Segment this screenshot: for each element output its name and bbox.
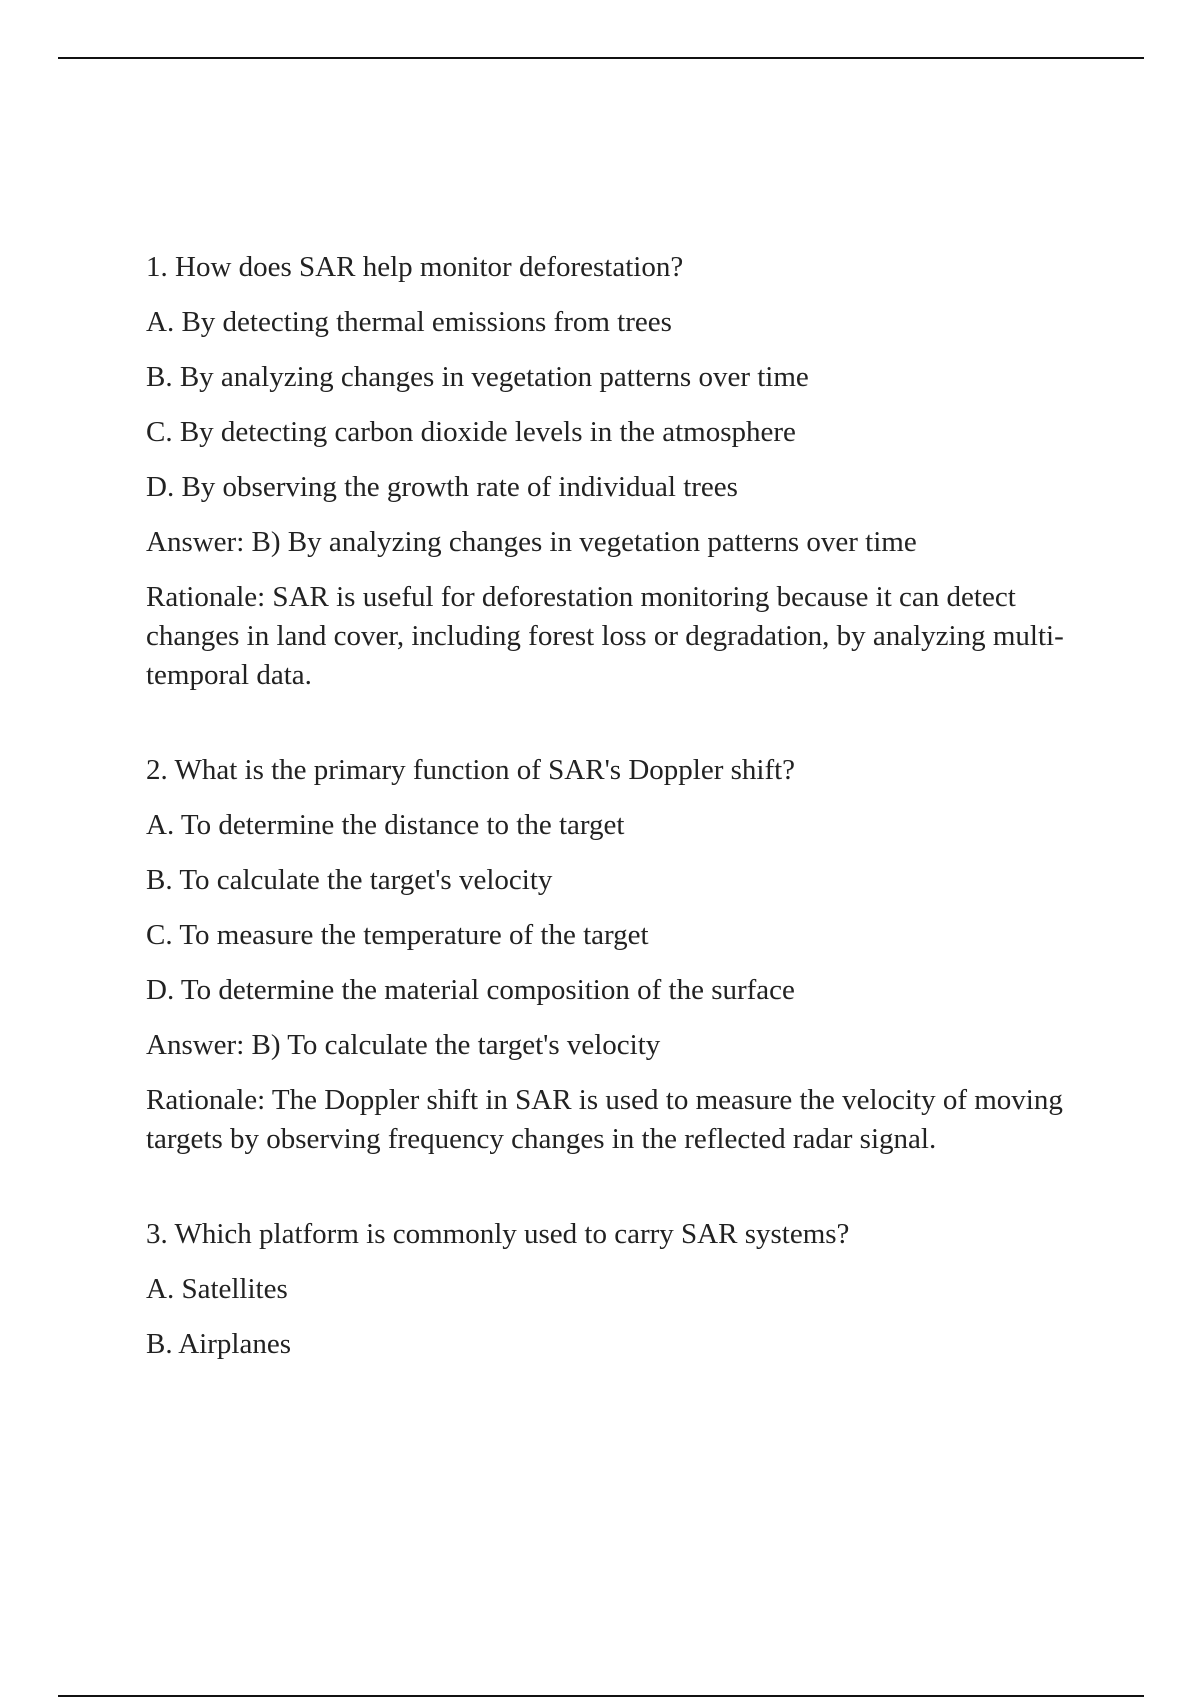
- footer-rule: [58, 1695, 1144, 1697]
- option-c: C. To measure the temperature of the target: [146, 919, 649, 951]
- question-prompt: 1. How does SAR help monitor deforestation?: [146, 251, 684, 283]
- option-c: C. By detecting carbon dioxide levels in the atmosphere: [146, 416, 796, 448]
- option-b: B. By analyzing changes in vegetation patterns over time: [146, 361, 809, 393]
- header-rule: [58, 57, 1144, 59]
- option-b: B. Airplanes: [146, 1328, 291, 1360]
- question-2: [146, 751, 1086, 1159]
- question-prompt: 3. Which platform is commonly used to carry SAR systems?: [146, 1218, 850, 1250]
- answer: Answer: B) By analyzing changes in vegetation patterns over time: [146, 526, 917, 558]
- option-d: D. To determine the material composition of the surface: [146, 974, 795, 1006]
- question-3: [146, 1215, 1086, 1364]
- answer: Answer: B) To calculate the target's velocity: [146, 1029, 661, 1061]
- option-b: B. To calculate the target's velocity: [146, 864, 553, 896]
- question-1: [146, 248, 1086, 695]
- rationale: Rationale: SAR is useful for deforestation monitoring because it can detect changes in land cover, including forest loss or degradation, by analyzing multi-temporal data.: [146, 581, 1064, 691]
- option-a: A. Satellites: [146, 1273, 288, 1305]
- question-prompt: 2. What is the primary function of SAR's Doppler shift?: [146, 754, 796, 786]
- rationale: Rationale: The Doppler shift in SAR is used to measure the velocity of moving targets by observing frequency changes in the reflected radar signal.: [146, 1084, 1063, 1155]
- option-a: A. To determine the distance to the target: [146, 809, 625, 841]
- option-a: A. By detecting thermal emissions from trees: [146, 306, 672, 338]
- question-list: [146, 248, 1086, 1420]
- option-d: D. By observing the growth rate of individual trees: [146, 471, 738, 503]
